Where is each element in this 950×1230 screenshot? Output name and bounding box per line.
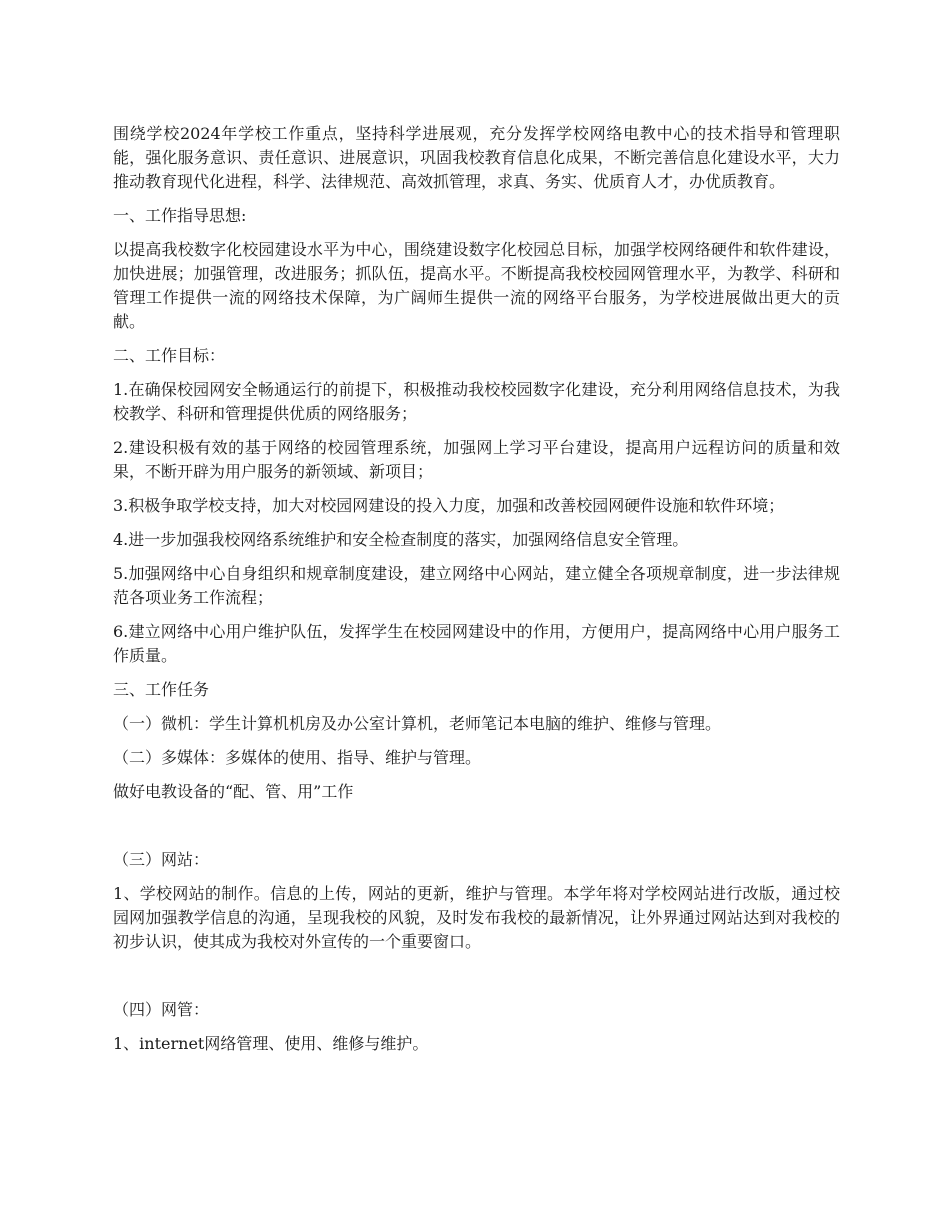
blank-line bbox=[113, 964, 840, 998]
task-3-item-1: 1、学校网站的制作。信息的上传，网站的更新，维护与管理。本学年将对学校网站进行改版，通过校园网加强教学信息的沟通，呈现我校的风貌，及时发布我校的最新情况，让外界通过网站达到对我校的初步认识，使其成为我校对外宣传的一个重要窗口。 bbox=[113, 884, 840, 951]
goal-item-1: 1.在确保校园网安全畅通运行的前提下，积极推动我校校园数字化建设，充分利用网络信息技术，为我校教学、科研和管理提供优质的网络服务； bbox=[113, 380, 840, 423]
intro-paragraph: 围绕学校2024年学校工作重点，坚持科学进展观，充分发挥学校网络电教中心的技术指导和管理职能，强化服务意识、责任意识、进展意识，巩固我校教育信息化成果，不断完善信息化建设水平，大力推动教育现代化进程，科学、法律规范、高效抓管理，求真、务实、优质育人才，办优质教育。 bbox=[113, 124, 840, 191]
task-1-paragraph: （一）微机：学生计算机机房及办公室计算机，老师笔记本电脑的维护、维修与管理。 bbox=[113, 714, 722, 733]
task-2-note: 做好电教设备的“配、管、用”工作 bbox=[113, 782, 354, 801]
goal-item-2: 2.建设积极有效的基于网络的校园管理系统，加强网上学习平台建设，提高用户远程访问的质量和效果，不断开辟为用户服务的新领域、新项目； bbox=[113, 438, 840, 481]
section1-heading: 一、工作指导思想: bbox=[113, 206, 247, 225]
task-4-heading: （四）网管： bbox=[113, 1000, 210, 1019]
section2-heading: 二、工作目标： bbox=[113, 346, 226, 365]
goal-item-3: 3.积极争取学校支持，加大对校园网建设的投入力度，加强和改善校园网硬件设施和软件环境； bbox=[113, 496, 785, 515]
blank-line bbox=[113, 814, 840, 848]
task-2-paragraph: （二）多媒体：多媒体的使用、指导、维护与管理。 bbox=[113, 748, 482, 767]
goal-item-5: 5.加强网络中心自身组织和规章制度建设，建立网络中心网站，建立健全各项规章制度，进一步法律规范各项业务工作流程； bbox=[113, 564, 840, 607]
document-page bbox=[113, 122, 840, 1066]
section1-body: 以提高我校数字化校园建设水平为中心，围绕建设数字化校园总目标，加强学校网络硬件和软件建设，加快进展；加强管理，改进服务；抓队伍，提高水平。不断提高我校校园网管理水平，为教学、科研和管理工作提供一流的网络技术保障，为广阔师生提供一流的网络平台服务，为学校进展做出更大的贡献。 bbox=[113, 240, 840, 331]
section3-heading: 三、工作任务 bbox=[113, 680, 210, 699]
task-4-item-1: 1、internet网络管理、使用、维修与维护。 bbox=[113, 1034, 429, 1053]
task-3-heading: （三）网站： bbox=[113, 850, 210, 869]
goal-item-6: 6.建立网络中心用户维护队伍，发挥学生在校园网建设中的作用，方便用户，提高网络中心用户服务工作质量。 bbox=[113, 622, 840, 665]
goal-item-4: 4.进一步加强我校网络系统维护和安全检查制度的落实，加强网络信息安全管理。 bbox=[113, 530, 689, 549]
